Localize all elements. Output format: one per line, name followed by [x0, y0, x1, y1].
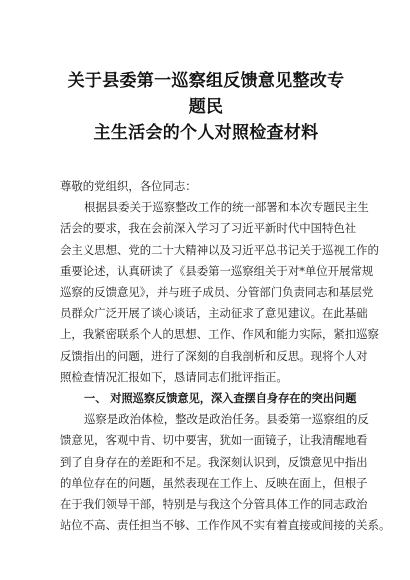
- paragraph-1: [60, 197, 379, 388]
- paragraph-2-line: 在于我们领导干部，特别是与我这个分管具体工作的同志政治: [60, 497, 368, 512]
- paragraph-1-line: 巡察的反馈意见》，并与班子成员、分管部门负责同志和基层党: [60, 285, 374, 300]
- title-line-1: 关于县委第一巡察组反馈意见整改专题民: [67, 71, 345, 117]
- paragraph-1-line: 照检查情况汇报如下，恳请同志们批评指正。: [60, 369, 288, 384]
- paragraph-2-line: 巡察是政治体检，整改是政治任务。县委第一巡察组的反: [84, 412, 369, 427]
- paragraph-1-line: 重要论述，认真研读了《县委第一巡察组关于对*单位开展常规: [60, 263, 374, 278]
- salutation: 尊敬的党组织，各位同志：: [60, 179, 197, 193]
- paragraph-2-line: 馈意见，客观中肯、切中要害，犹如一面镜子，让我清醒地看: [60, 433, 368, 448]
- title-line-2: 主生活会的个人对照检查材料: [93, 123, 319, 143]
- paragraph-1-line: 会主义思想、党的二十大精神以及习近平总书记关于巡视工作的: [60, 242, 379, 257]
- paragraph-1-line: 活会的要求，我在会前深入学习了习近平新时代中国特色社: [60, 221, 357, 236]
- paragraph-1-line: 反馈指出的问题，进行了深刻的自我剖析和反思。现将个人对: [60, 348, 368, 363]
- document-title: [60, 68, 352, 146]
- paragraph-1-line: 上，我紧密联系个人的思想、工作、作风和能力实际，紧扣巡察: [60, 327, 379, 342]
- paragraph-2-line: 到了自身存在的差距和不足。我深刻认识到，反馈意见中指出: [60, 454, 368, 469]
- paragraph-2: [60, 409, 391, 536]
- paragraph-1-line: 根据县委关于巡察整改工作的统一部署和本次专题民主生: [84, 200, 369, 215]
- paragraph-1-line: 员群众广泛开展了谈心谈话，主动征求了意见建议。在此基础: [60, 306, 368, 321]
- paragraph-2-line: 的单位存在的问题，虽然表现在工作上、反映在面上，但根子: [60, 475, 368, 490]
- section-heading-1: 一、 对照巡察反馈意见，深入查摆自身存在的突出问题: [84, 392, 357, 406]
- paragraph-2-line: 站位不高、责任担当不够、工作作风不实有着直接或间接的关系。: [60, 518, 391, 533]
